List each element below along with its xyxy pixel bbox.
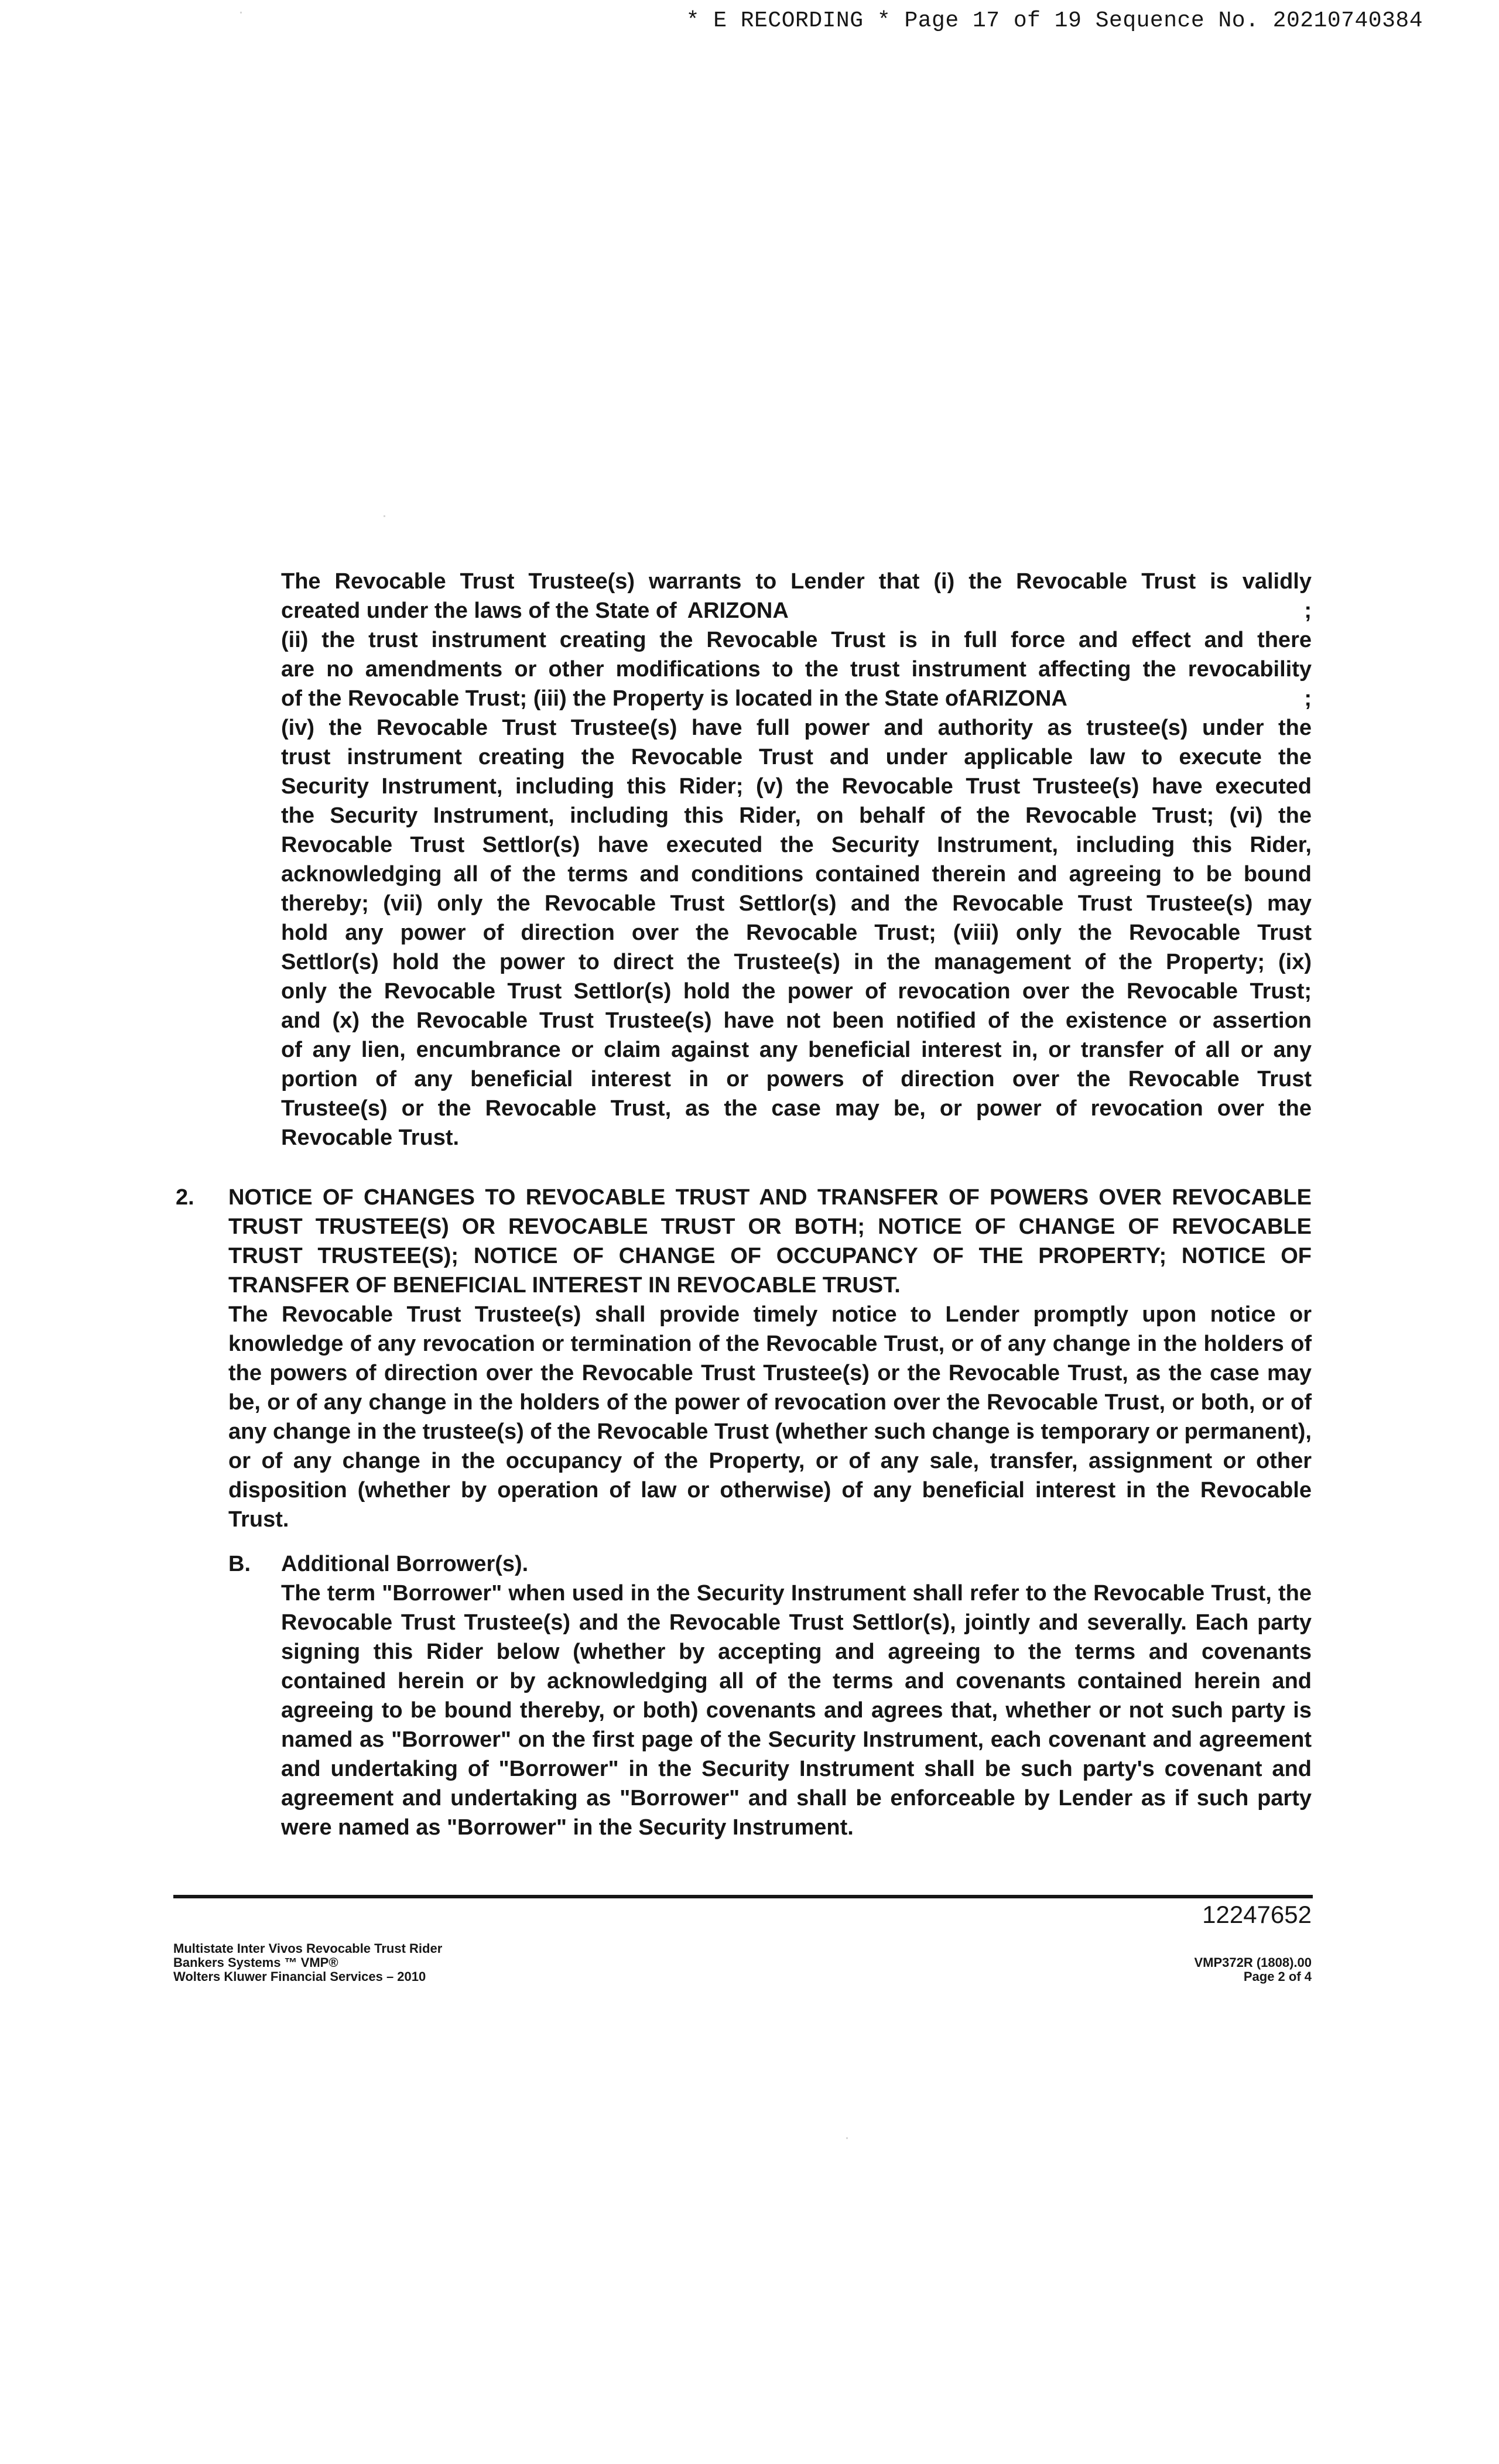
warranty-line: are no amendments or other modifications to the trust instrument affecting the revocability: [281, 657, 1312, 682]
warranty-line: of any lien, encumbrance or claim against any beneficial interest in, or transfer of all or any: [281, 1038, 1312, 1062]
trustee-warranty-paragraph: [281, 567, 1312, 1152]
warranty-line: Security Instrument, including this Rider; (v) the Revocable Trust Trustee(s) have executed: [281, 774, 1312, 799]
warranty-state-line: [281, 596, 1312, 625]
warranty-line: and (x) the Revocable Trust Trustee(s) have not been notified of the existence or assertion: [281, 1008, 1312, 1033]
line-end-semicolon: ;: [1304, 598, 1312, 623]
footer-rule: [173, 1895, 1313, 1898]
recording-header: * E RECORDING * Page 17 of 19 Sequence No. 20210740384: [686, 8, 1423, 33]
warranty-line: portion of any beneficial interest in or powers of direction over the Revocable Trust: [281, 1067, 1312, 1091]
warranty-line: Revocable Trust Settlor(s) have executed the Security Instrument, including this Rider,: [281, 833, 1312, 857]
section-number: 2.: [176, 1185, 194, 1210]
warranty-line: hold any power of direction over the Revocable Trust; (viii) only the Revocable Trust: [281, 920, 1312, 945]
form-code: VMP372R (1808).00: [1194, 1955, 1312, 1970]
section-2: [176, 1183, 1312, 1534]
warranty-property-state-line: [281, 684, 1312, 713]
warranty-line: acknowledging all of the terms and conditions contained therein and agreeing to be bound: [281, 862, 1312, 887]
warranty-line: only the Revocable Trust Settlor(s) hold the power of revocation over the Revocable Trust;: [281, 979, 1312, 1004]
page-of: Page 2 of 4: [1243, 1969, 1312, 1984]
subsection-body: The term "Borrower" when used in the Security Instrument shall refer to the Revocable Trust, the Revocable Trust Trustee(s) and the Revocable Trust Settlor(s), jointly and severally. Each party signing this Rider below (whether by accepting and agreeing to the terms and covenants contained herein or by acknowledging all of the terms and covenants contained herein and agreeing to be bound thereby, or both) covenants and agrees that, whether or not such party is named as "Borrower" on the first page of the Security Instrument, each covenant and agreement and undertaking of "Borrower" in the Security Instrument shall be such party's covenant and agreement and undertaking as "Borrower" and shall be enforceable by Lender as if such party were named as "Borrower" in the Security Instrument.: [281, 1581, 1312, 1840]
state-of-creation: ARIZONA: [687, 598, 789, 623]
scan-speck: [846, 2137, 848, 2139]
warranty-line: Revocable Trust.: [281, 1125, 460, 1150]
warranty-line: created under the laws of the State of: [281, 598, 677, 623]
subsection-letter: B.: [228, 1552, 251, 1576]
scan-speck: [384, 515, 385, 517]
warranty-line: (iv) the Revocable Trust Trustee(s) have full power and authority as trustee(s) under the: [281, 716, 1312, 740]
warranty-line: trust instrument creating the Revocable Trust and under applicable law to execute the: [281, 745, 1312, 769]
form-identification: [173, 1942, 442, 1984]
warranty-line: of the Revocable Trust; (iii) the Property is located in the State of: [281, 686, 966, 711]
warranty-line: the Security Instrument, including this Rider, on behalf of the Revocable Trust; (vi) the: [281, 803, 1312, 828]
line-end-semicolon: ;: [1304, 686, 1312, 711]
property-state: ARIZONA: [966, 686, 1067, 711]
form-code-block: [1194, 1956, 1312, 1984]
warranty-line: (ii) the trust instrument creating the Revocable Trust is in full force and effect and there: [281, 628, 1312, 652]
scan-speck: [240, 12, 242, 13]
subsection-title: Additional Borrower(s).: [281, 1552, 529, 1576]
warranty-line: thereby; (vii) only the Revocable Trust Settlor(s) and the Revocable Trust Trustee(s) may: [281, 891, 1312, 916]
copyright-line: Wolters Kluwer Financial Services – 2010: [173, 1969, 426, 1984]
warranty-line: Trustee(s) or the Revocable Trust, as the case may be, or power of revocation over the: [281, 1096, 1312, 1121]
section-heading: NOTICE OF CHANGES TO REVOCABLE TRUST AND TRANSFER OF POWERS OVER REVOCABLE TRUST TRUSTEE(S) OR REVOCABLE TRUST OR BOTH; NOTICE OF CHANGE OF REVOCABLE TRUST TRUSTEE(S); NOTICE OF CHANGE OF OCCUPANCY OF THE PROPERTY; NOTICE OF TRANSFER OF BENEFICIAL INTEREST IN REVOCABLE TRUST.: [228, 1185, 1312, 1298]
subsection-b: [228, 1549, 1312, 1842]
section-body: The Revocable Trust Trustee(s) shall provide timely notice to Lender promptly upon notice or knowledge of any revocation or termination of the Revocable Trust, or of any change in the holders of the powers of direction over the Revocable Trust Trustee(s) or the Revocable Trust, as the case may be, or of any change in the holders of the power of revocation over the Revocable Trust, or both, or of any change in the trustee(s) of the Revocable Trust (whether such change is temporary or permanent), or of any change in the occupancy of the Property, or of any sale, transfer, assignment or other disposition (whether by operation of law or otherwise) of any beneficial interest in the Revocable Trust.: [228, 1302, 1312, 1532]
publisher-line: Bankers Systems ™ VMP®: [173, 1955, 338, 1970]
warranty-line: The Revocable Trust Trustee(s) warrants to Lender that (i) the Revocable Trust is validly: [281, 569, 1312, 594]
form-name: Multistate Inter Vivos Revocable Trust Rider: [173, 1941, 443, 1956]
warranty-line: Settlor(s) hold the power to direct the Trustee(s) in the management of the Property; (ix): [281, 950, 1312, 974]
loan-number: 12247652: [1202, 1901, 1312, 1928]
